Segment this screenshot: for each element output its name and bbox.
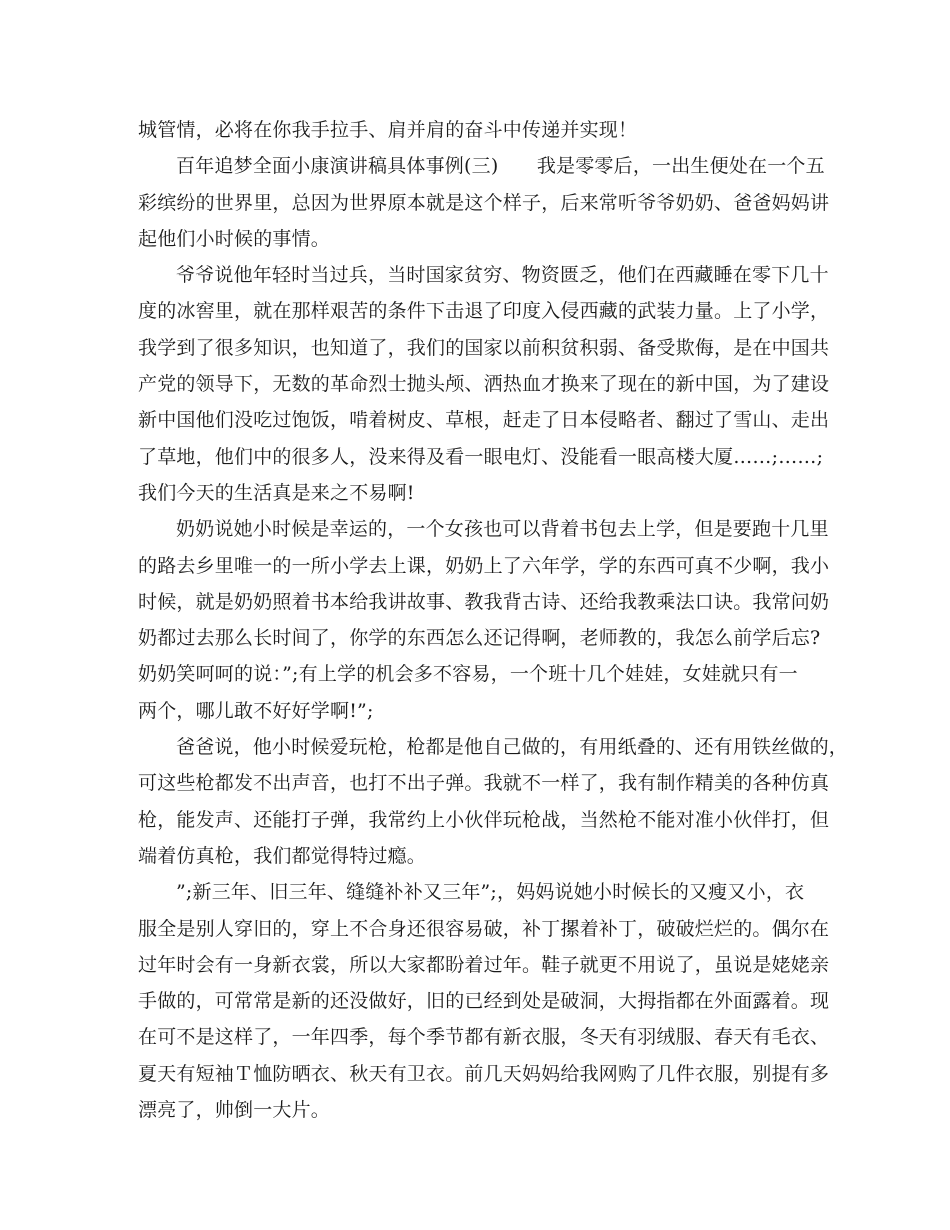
text-line: 枪，能发声、还能打子弹，我常约上小伙伴玩枪战，当然枪不能对准小伙伴打，但 [138, 808, 830, 831]
text-line: 新中国他们没吃过饱饭，啃着树皮、草根，赶走了日本侵略者、翻过了雪山、走出 [138, 409, 830, 432]
text-line: 爸爸说，他小时候爱玩枪，枪都是他自己做的，有用纸叠的、还有用铁丝做的， [176, 736, 849, 759]
text-line: 夏天有短袖Ｔ恤防晒衣、秋天有卫衣。前几天妈妈给我网购了几件衣服，别提有多 [138, 1062, 830, 1085]
text-line: 了草地，他们中的很多人，没来得及看一眼电灯、没能看一眼高楼大厦……;……; [138, 445, 824, 468]
text-line: 时候，就是奶奶照着书本给我讲故事、教我背古诗、还给我教乘法口诀。我常问奶 [138, 590, 830, 613]
text-line: 端着仿真枪，我们都觉得特过瘾。 [138, 844, 427, 867]
text-line: 两个，哪儿敢不好好学啊!”; [138, 699, 374, 722]
text-line: 奶奶说她小时候是幸运的，一个女孩也可以背着书包去上学，但是要跑十几里 [176, 518, 829, 541]
text-line: 过年时会有一身新衣裳，所以大家都盼着过年。鞋子就更不用说了，虽说是姥姥亲 [138, 953, 830, 976]
paragraph-4 [138, 511, 830, 729]
document-body [138, 112, 849, 1128]
text-line: ”;新三年、旧三年、缝缝补补又三年”;，妈妈说她小时候长的又瘦又小，衣 [176, 881, 805, 904]
text-line: 城管情，必将在你我手拉手、肩并肩的奋斗中传递并实现！ [138, 119, 638, 141]
paragraph-2 [138, 148, 830, 257]
text-line: 我学到了很多知识，也知道了，我们的国家以前积贫积弱、备受欺侮，是在中国共 [138, 336, 830, 359]
paragraph-6 [138, 874, 830, 1128]
text-line: 我们今天的生活真是来之不易啊! [138, 481, 415, 504]
text-line: 爷爷说他年轻时当过兵，当时国家贫穷、物资匮乏，他们在西藏睡在零下几十 [176, 264, 829, 287]
text-line: 彩缤纷的世界里，总因为世界原本就是这个样子，后来常听爷爷奶奶、爸爸妈妈讲 [138, 191, 830, 214]
text-line: 在可不是这样了，一年四季，每个季节都有新衣服，冬天有羽绒服、春天有毛衣、 [138, 1026, 830, 1049]
text-line: 百年追梦全面小康演讲稿具体事例(三) 我是零零后，一出生便处在一个五 [176, 155, 825, 178]
text-line: 漂亮了，帅倒一大片。 [138, 1099, 331, 1122]
text-line: 奶奶笑呵呵的说：”;有上学的机会多不容易，一个班十几个娃娃，女娃就只有一 [138, 663, 798, 686]
text-line: 服全是别人穿旧的，穿上不合身还很容易破，补丁摞着补丁，破破烂烂的。偶尔在 [138, 917, 830, 940]
text-line: 产党的领导下，无数的革命烈士抛头颅、洒热血才换来了现在的新中国，为了建设 [138, 373, 830, 396]
text-line: 起他们小时候的事情。 [138, 227, 331, 250]
text-line: 的路去乡里唯一的一所小学去上课，奶奶上了六年学，学的东西可真不少啊，我小 [138, 554, 830, 577]
paragraph-5 [138, 729, 849, 874]
text-line: 度的冰窖里，就在那样艰苦的条件下击退了印度入侵西藏的武装力量。上了小学， [138, 300, 830, 323]
text-line: 奶都过去那么长时间了，你学的东西怎么还记得啊，老师教的，我怎么前学后忘? [138, 627, 821, 650]
paragraph-3 [138, 257, 830, 511]
text-line: 手做的，可常常是新的还没做好，旧的已经到处是破洞，大拇指都在外面露着。现 [138, 990, 830, 1013]
text-line: 可这些枪都发不出声音，也打不出子弹。我就不一样了，我有制作精美的各种仿真 [138, 772, 830, 795]
paragraph-1 [138, 112, 822, 148]
